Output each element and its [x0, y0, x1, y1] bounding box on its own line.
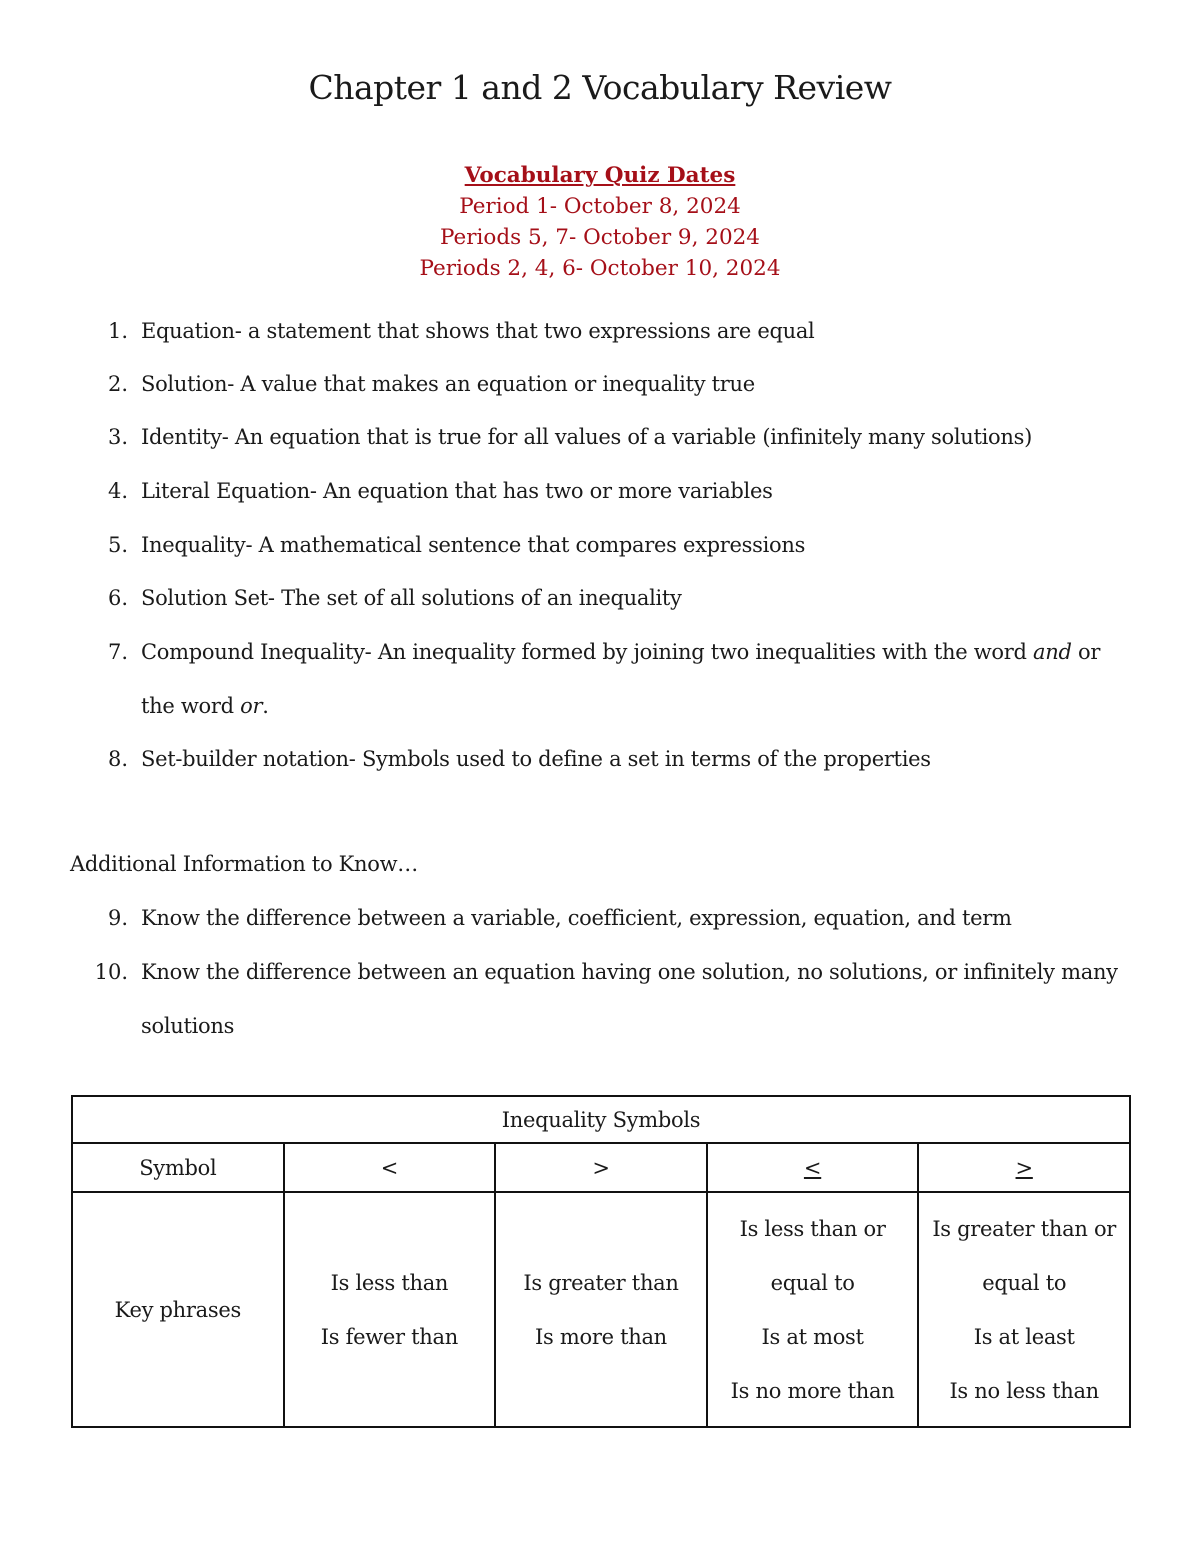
list-item-text: Literal Equation- An equation that has two or more variables: [141, 479, 773, 503]
table-cell-symbol: >: [495, 1143, 707, 1192]
quiz-date-line: Period 1- October 8, 2024: [459, 194, 741, 219]
key-phrase: equal to: [982, 1270, 1067, 1295]
list-item-number: 4.: [107, 479, 128, 503]
list-item-text: [141, 625, 1100, 679]
key-phrase: Is fewer than: [320, 1324, 458, 1349]
table-row-header: Key phrases: [72, 1192, 284, 1427]
list-item-text: Identity- An equation that is true for all values of a variable (infinitely many solutions): [141, 425, 1032, 449]
emphasis-word: and: [1033, 640, 1072, 664]
key-phrase: Is no less than: [949, 1378, 1099, 1403]
list-item-number: 9.: [107, 906, 128, 930]
key-phrase: Is at most: [761, 1324, 864, 1349]
list-item-text: Set-builder notation- Symbols used to define a set in terms of the properties: [141, 747, 931, 771]
additional-info-heading: Additional Information to Know…: [70, 852, 418, 876]
list-item-text-segment: .: [262, 694, 269, 718]
table-cell-phrases: [707, 1192, 919, 1427]
table-row: [72, 1192, 1130, 1427]
table-cell-symbol: <: [284, 1143, 496, 1192]
list-item-text: Know the difference between an equation having one solution, no solutions, or infinitely many: [141, 960, 1118, 984]
quiz-dates-heading: Vocabulary Quiz Dates: [464, 163, 736, 188]
list-item-text-segment: the word: [141, 694, 241, 718]
list-item-number: 10.: [94, 960, 128, 984]
table-cell-phrases: [918, 1192, 1130, 1427]
list-item-text: Solution Set- The set of all solutions of an inequality: [141, 586, 682, 610]
list-item-number: 5.: [107, 533, 128, 557]
symbol-greater-equal: >: [1015, 1155, 1033, 1180]
quiz-date-line: Periods 2, 4, 6- October 10, 2024: [419, 256, 781, 281]
table-caption-row: [72, 1096, 1130, 1143]
quiz-dates-block: [0, 160, 1200, 284]
list-item-number: 6.: [107, 586, 128, 610]
key-phrase: Is at least: [973, 1324, 1075, 1349]
list-item-number: 2.: [107, 372, 128, 396]
table-cell-phrases: [284, 1192, 496, 1427]
list-item-number: 3.: [107, 425, 128, 449]
table-cell-symbol: [707, 1143, 919, 1192]
list-item-number: 8.: [107, 747, 128, 771]
table-row: [72, 1143, 1130, 1192]
list-item-text-segment: Compound Inequality- An inequality formed by joining two inequalities with the word: [141, 640, 1034, 664]
key-phrase: Is greater than or: [932, 1216, 1117, 1241]
table-row-header: Symbol: [72, 1143, 284, 1192]
key-phrase: equal to: [770, 1270, 855, 1295]
list-item-number: 1.: [107, 319, 128, 343]
table-cell-symbol: [918, 1143, 1130, 1192]
list-item-text-segment: or: [1071, 640, 1101, 664]
symbol-less-equal: <: [803, 1155, 822, 1180]
list-item-text: solutions: [141, 1014, 235, 1038]
key-phrase: Is more than: [535, 1324, 667, 1349]
key-phrase: Is greater than: [523, 1270, 679, 1295]
table-caption: Inequality Symbols: [72, 1096, 1130, 1143]
table-cell-phrases: [495, 1192, 707, 1427]
key-phrase: Is no more than: [730, 1378, 895, 1403]
list-item-text: Know the difference between a variable, coefficient, expression, equation, and term: [141, 906, 1012, 930]
list-item-text: [141, 679, 269, 733]
list-item-text: Solution- A value that makes an equation or inequality true: [141, 372, 755, 396]
inequality-symbols-table: [71, 1095, 1131, 1428]
list-item-number: 7.: [107, 640, 128, 664]
quiz-date-line: Periods 5, 7- October 9, 2024: [440, 225, 760, 250]
key-phrase: Is less than: [330, 1270, 449, 1295]
emphasis-word: or: [240, 694, 263, 718]
key-phrase: Is less than or: [739, 1216, 886, 1241]
page-title: Chapter 1 and 2 Vocabulary Review: [308, 68, 892, 107]
list-item-text: Inequality- A mathematical sentence that compares expressions: [141, 533, 806, 557]
list-item-text: Equation- a statement that shows that two expressions are equal: [141, 319, 815, 343]
